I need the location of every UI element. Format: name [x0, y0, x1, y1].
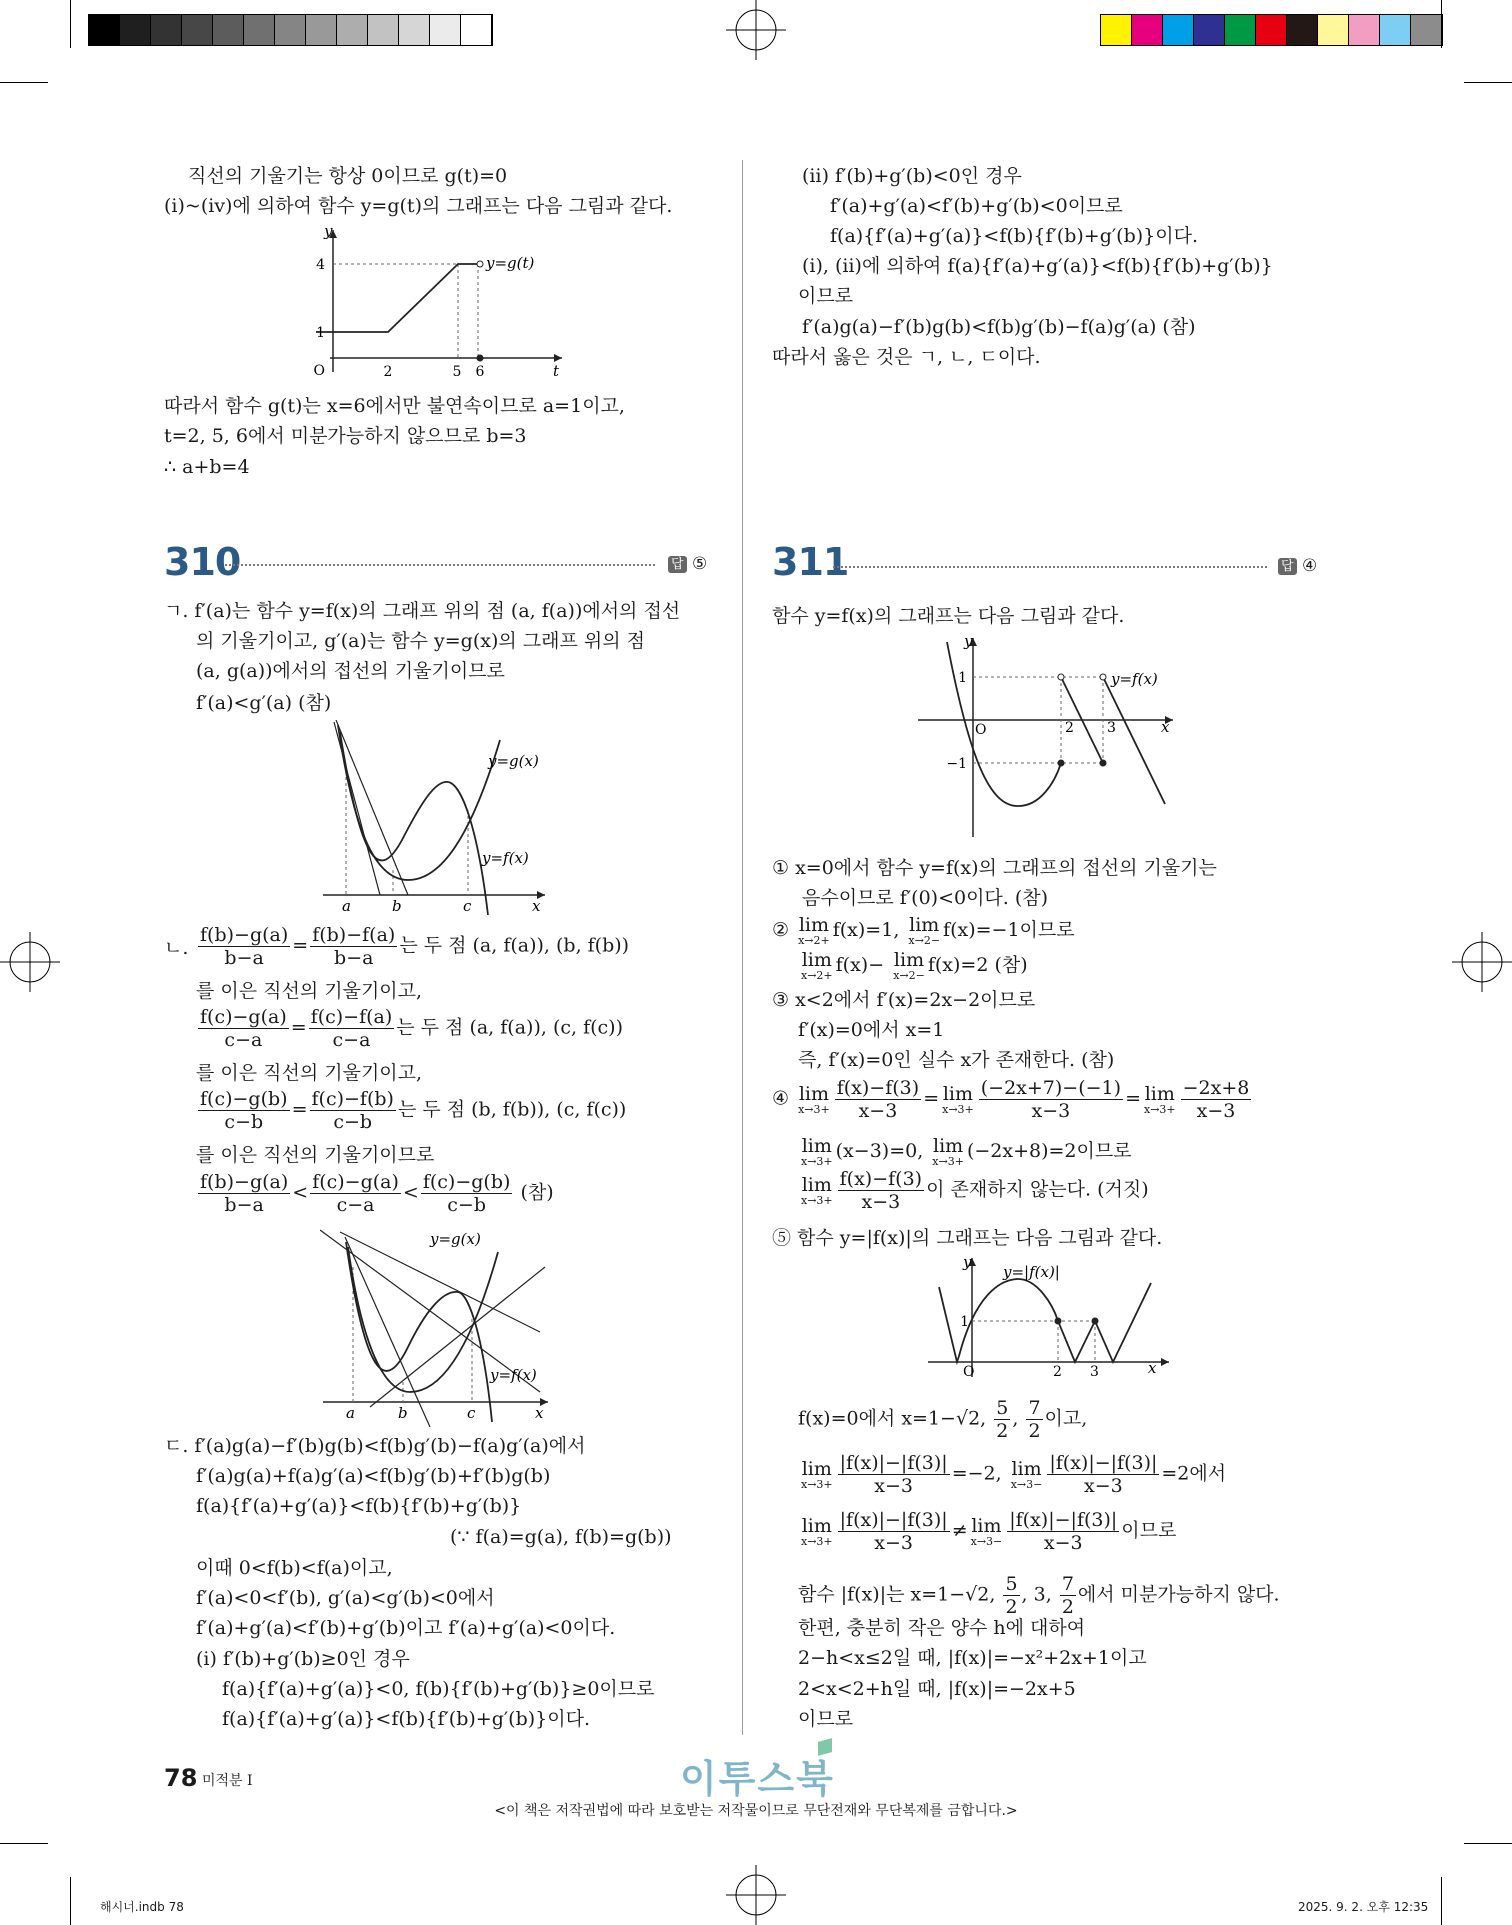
tick-label: 2 [383, 364, 393, 380]
list-marker: ㄴ. [164, 937, 189, 959]
page-number: 78 [164, 1764, 198, 1792]
equals: = [290, 1016, 307, 1039]
lim-label: lim [942, 1082, 974, 1105]
text-line: f′(x)=0에서 x=1 [798, 1019, 945, 1041]
lim-label: lim [933, 1135, 964, 1157]
color-swatch [1411, 15, 1442, 45]
numerator: |f(x)|−|f(3)| [1009, 1509, 1118, 1531]
lim-label: lim [798, 914, 829, 936]
lim-subscript: x→3+ [942, 1102, 974, 1116]
text: =−2, [951, 1462, 1002, 1485]
axis-label: x [532, 897, 541, 915]
lim-subscript: x→3− [970, 1534, 1003, 1548]
axis-label: y [964, 632, 973, 650]
color-swatch [1349, 15, 1380, 45]
color-swatch [306, 15, 337, 45]
fraction-row [196, 1088, 626, 1133]
text: 이므로 [1121, 1519, 1177, 1542]
text: 이고, [1044, 1407, 1088, 1430]
color-swatch [1194, 15, 1225, 45]
numerator: −2x+8 [1182, 1077, 1250, 1099]
denominator: x−3 [874, 1532, 914, 1554]
color-swatch [244, 15, 275, 45]
numerator: |f(x)|−|f(3)| [839, 1509, 948, 1531]
lim-subscript: x→3+ [932, 1155, 964, 1168]
tick-label: 6 [475, 364, 485, 380]
numerator: f(x)−f(3) [836, 1077, 920, 1099]
numerator: f(b)−g(a) [200, 924, 289, 946]
color-swatch [337, 15, 368, 45]
fraction-row: 함수 |f(x)|는 x=1−√2, $\frac{5}{2}$ , 3, $\frac{7}{2}$ 에서 미분가능하지 않다. [798, 1573, 1280, 1618]
curve-label: y=g(x) [488, 752, 539, 770]
lim-label: lim [1144, 1082, 1175, 1105]
origin-label: O [313, 363, 325, 379]
color-swatch [430, 15, 461, 45]
text-line: ③ x<2에서 f′(x)=2x−2이므로 [772, 989, 1036, 1011]
color-swatch [1318, 15, 1349, 45]
crop-mark [70, 1877, 71, 1925]
crop-mark [1464, 1843, 1512, 1844]
lim-subscript: x→2+ [798, 934, 830, 947]
text-line: f′(a)g(a)−f′(b)g(b)<f(b)g′(b)−f(a)g′(a) (참) [802, 316, 1196, 338]
text-line: (ⅰ), (ⅱ)에 의하여 f(a){f′(a)+g′(a)}<f(b){f′(b)+g′(b)} [802, 255, 1273, 277]
text-line: 2<x<2+h일 때, |f(x)|=−2x+5 [798, 1678, 1076, 1700]
curve-label: y=f(x) [490, 1366, 537, 1384]
print-date: 2025. 9. 2. 오후 12:35 [1298, 1900, 1429, 1914]
fraction-row [196, 924, 629, 969]
lim-subscript: x→3− [1010, 1477, 1043, 1491]
color-swatch [1132, 15, 1163, 45]
text-line: 함수 y=f(x)의 그래프는 다음 그림과 같다. [772, 605, 1125, 627]
lim-subscript: x→3+ [801, 1534, 833, 1548]
axis-label: x [1148, 1359, 1157, 1377]
tick-label: a [346, 1404, 355, 1422]
tick-label: −1 [946, 756, 967, 772]
axis-label: y [963, 1255, 972, 1271]
numerator: f(b)−f(a) [312, 924, 396, 946]
text-line: 의 기울기이고, g′(a)는 함수 y=g(x)의 그래프 위의 점 [196, 630, 645, 652]
fraction-row [196, 1006, 623, 1051]
denominator: x−3 [861, 1191, 901, 1213]
text-line: 따라서 옳은 것은 ㄱ, ㄴ, ㄷ이다. [772, 346, 1041, 368]
lim-label: lim [801, 1135, 832, 1157]
text-line: f′(a)g(a)+f(a)g′(a)<f(b)g′(b)+f′(b)g(b) [196, 1465, 551, 1487]
equals: = [1125, 1087, 1141, 1110]
denominator: c−b [447, 1194, 486, 1216]
limit-row [798, 1168, 1149, 1213]
tick-label: 2 [1053, 1364, 1062, 1380]
text-line: 이때 0<f(b)<f(a)이고, [196, 1557, 393, 1579]
text-line: 직선의 기울기는 항상 0이므로 g(t)=0 [188, 165, 508, 187]
text-line: f′(a)+g′(a)<f′(b)+g′(b)<0이므로 [830, 195, 1123, 217]
denominator: c−a [332, 1029, 371, 1051]
registration-mark-top [726, 0, 786, 60]
cmyk-color-bar [1100, 14, 1443, 46]
text: =2에서 [1161, 1462, 1227, 1485]
color-swatch [1380, 15, 1411, 45]
denominator: c−a [336, 1194, 375, 1216]
numerator: 5 [1005, 1573, 1018, 1595]
registration-mark-bottom [726, 1865, 786, 1925]
lim-label: lim [801, 949, 832, 971]
text-line: 즉, f′(x)=0인 실수 x가 존재한다. (참) [798, 1049, 1115, 1071]
curve-label: y=f(x) [1111, 670, 1158, 688]
text-line: 이므로 [798, 285, 854, 307]
circled-number: ④ [772, 1087, 790, 1110]
text: f(x)=0에서 x=1−√2, [798, 1407, 987, 1430]
denominator: b−a [224, 947, 264, 969]
answer-badge: 답 [1278, 558, 1297, 575]
crop-mark [1441, 1877, 1442, 1925]
text: (x−3)=0, [835, 1140, 924, 1162]
text-line: f′(a)+g′(a)<f′(b)+g′(b)이고 f′(a)+g′(a)<0이다. [196, 1617, 616, 1639]
lim-subscript: x→2+ [801, 969, 833, 982]
lim-label: lim [801, 1173, 832, 1196]
color-swatch [461, 15, 492, 45]
color-swatch [1287, 15, 1318, 45]
numerator: f(c)−g(b) [422, 1171, 511, 1193]
text-line: 를 이은 직선의 기울기이고, [196, 980, 423, 1002]
color-swatch [1225, 15, 1256, 45]
lim-label: lim [1011, 1457, 1042, 1480]
lim-subscript: x→2− [908, 934, 941, 947]
color-swatch [151, 15, 182, 45]
limit-row [798, 950, 1028, 982]
text: 3, [1033, 1583, 1052, 1606]
denominator: 2 [1005, 1596, 1018, 1618]
text-line: (ⅰ)~(ⅳ)에 의하여 함수 y=g(t)의 그래프는 다음 그림과 같다. [164, 195, 673, 217]
answer-badge: 답 [668, 556, 687, 573]
lim-subscript: x→3+ [801, 1193, 833, 1207]
text: (참) [520, 1181, 554, 1204]
text-line: 음수이므로 f′(0)<0이다. (참) [802, 887, 1049, 909]
color-swatch [89, 15, 120, 45]
numerator: |f(x)|−|f(3)| [839, 1452, 948, 1474]
text-line: f(a){f′(a)+g′(a)}<0, f(b){f′(b)+g′(b)}≥0이므로 [222, 1678, 655, 1700]
tick-label: 3 [1090, 1364, 1099, 1380]
lim-label: lim [893, 949, 925, 971]
denominator: c−b [224, 1111, 264, 1133]
publisher-logo: 이투스북 [680, 1757, 835, 1801]
numerator: (−2x+7)−(−1) [980, 1077, 1122, 1099]
denominator: x−3 [1196, 1100, 1236, 1122]
registration-mark-left [0, 932, 60, 992]
tick-label: c [467, 1404, 476, 1422]
color-swatch [120, 15, 151, 45]
text: f(x)=1, [832, 919, 900, 941]
graph-f-g-tangents [320, 720, 550, 915]
lim-label: lim [909, 914, 940, 936]
tick-label: 5 [452, 364, 462, 380]
copyright-notice: <이 책은 저작권법에 따라 보호받는 저작물이므로 무단전재와 무단복제를 금합니다.> [494, 1803, 1018, 1819]
file-name: 해시너.indb 78 [100, 1900, 184, 1914]
numerator: f(c)−f(a) [310, 1006, 393, 1028]
text-line: (ⅱ) f′(b)+g′(b)<0인 경우 [802, 165, 1022, 187]
denominator: c−b [333, 1111, 373, 1133]
problem-number: 311 [772, 540, 849, 584]
text-line: (∵ f(a)=g(a), f(b)=g(b)) [450, 1526, 672, 1548]
denominator: c−a [224, 1029, 263, 1051]
denominator: x−3 [1043, 1532, 1083, 1554]
text-line: ㄱ. f′(a)는 함수 y=f(x)의 그래프 위의 점 (a, f(a))에서의 접선 [164, 600, 681, 622]
less-than: < [402, 1181, 419, 1204]
crop-mark [0, 1843, 48, 1844]
crop-mark [70, 0, 71, 48]
equals: = [291, 1098, 308, 1121]
less-than: < [292, 1181, 309, 1204]
equals: = [923, 1087, 940, 1110]
curve-label: y=g(x) [430, 1230, 481, 1248]
text-line: (a, g(a))에서의 접선의 기울기이므로 [196, 660, 505, 682]
tick-label: 1 [960, 1314, 969, 1330]
tick-label: 3 [1107, 720, 1116, 736]
text-line: 따라서 함수 g(t)는 x=6에서만 불연속이므로 a=1이고, [164, 395, 625, 417]
curve-label: y=f(x) [482, 849, 529, 867]
text-line: f(a){f′(a)+g′(a)}<f(b){f′(b)+g′(b)}이다. [830, 225, 1198, 247]
text-line: ㄷ. f′(a)g(a)−f′(b)g(b)<f(b)g′(b)−f(a)g′(a)에서 [164, 1435, 586, 1457]
text-line: 를 이은 직선의 기울기이므로 [196, 1144, 435, 1166]
denominator: 2 [1061, 1596, 1074, 1618]
origin-label: O [975, 722, 987, 738]
text-line: ∴ a+b=4 [164, 456, 250, 478]
lim-label: lim [798, 1082, 829, 1105]
dotted-leader [833, 566, 1267, 568]
denominator: x−3 [858, 1100, 898, 1122]
denominator: x−3 [1084, 1475, 1123, 1497]
curve-label: y=|f(x)| [1003, 1263, 1060, 1281]
numerator: f(c)−g(a) [200, 1006, 287, 1028]
lim-label: lim [971, 1514, 1002, 1537]
problem-number: 310 [164, 540, 241, 584]
origin-label: O [963, 1364, 975, 1380]
limit-row [798, 1509, 1176, 1554]
color-swatch [213, 15, 244, 45]
answer-box [1278, 556, 1317, 576]
numerator: f(c)−g(a) [312, 1171, 399, 1193]
lim-subscript: x→3+ [798, 1102, 830, 1116]
text: f(x)− [835, 954, 885, 976]
denominator: x−3 [874, 1475, 914, 1497]
color-swatch [1101, 15, 1132, 45]
text-line: 이므로 [798, 1708, 854, 1730]
denominator: b−a [224, 1194, 264, 1216]
text: 는 두 점 (b, f(b)), (c, f(c)) [397, 1098, 627, 1121]
tick-label: 1 [316, 325, 325, 341]
denominator: 2 [1028, 1420, 1041, 1442]
gray-color-bar [88, 14, 493, 46]
numerator: f(c)−g(b) [200, 1088, 288, 1110]
lim-subscript: x→3+ [801, 1155, 833, 1168]
text-line: ① x=0에서 함수 y=f(x)의 그래프의 접선의 기울기는 [772, 857, 1217, 879]
text: 함수 |f(x)|는 x=1−√2, [798, 1583, 996, 1606]
answer-value: ⑤ [691, 554, 708, 574]
answer-value: ④ [1301, 556, 1318, 576]
lim-label: lim [801, 1514, 832, 1537]
tick-label: b [398, 1404, 408, 1422]
limit-row [772, 915, 1075, 947]
color-swatch [275, 15, 306, 45]
axis-label: t [553, 362, 560, 380]
crop-mark [1464, 82, 1512, 83]
graph-abs-f-x [925, 1255, 1173, 1380]
text: (−2x+8)=2이므로 [966, 1140, 1132, 1162]
text-line: ⑤ 함수 y=|f(x)|의 그래프는 다음 그림과 같다. [772, 1227, 1163, 1249]
curve-label: y=g(t) [486, 254, 535, 272]
numerator: f(b)−g(a) [200, 1171, 289, 1193]
numerator: 7 [1028, 1397, 1041, 1419]
color-swatch [182, 15, 213, 45]
limit-row [798, 1452, 1226, 1497]
denominator: x−3 [1031, 1100, 1071, 1122]
tick-label: c [463, 897, 472, 915]
subject-label: 미적분 Ⅰ [202, 1773, 253, 1789]
lim-subscript: x→3+ [801, 1477, 833, 1491]
lim-subscript: x→3+ [1143, 1102, 1176, 1116]
tick-label: 1 [958, 670, 967, 686]
numerator: 5 [996, 1397, 1009, 1419]
registration-mark-right [1452, 932, 1512, 992]
text: 이 존재하지 않는다. (거짓) [926, 1178, 1149, 1201]
text-line: f(a){f′(a)+g′(a)}<f(b){f′(b)+g′(b)} [196, 1495, 522, 1517]
color-swatch [1163, 15, 1194, 45]
limit-row [798, 1136, 1132, 1168]
circled-number: ② [772, 919, 790, 941]
text-line: t=2, 5, 6에서 미분가능하지 않으므로 b=3 [164, 425, 527, 447]
tick-label: b [392, 897, 402, 915]
dotted-leader [225, 564, 655, 566]
denominator: b−a [334, 947, 374, 969]
text: 에서 미분가능하지 않다. [1077, 1583, 1280, 1606]
numerator: |f(x)|−|f(3)| [1049, 1452, 1158, 1474]
text-line: 2−h<x≤2일 때, |f(x)|=−x²+2x+1이고 [798, 1647, 1147, 1669]
text-line: (ⅰ) f′(b)+g′(b)≥0인 경우 [196, 1648, 410, 1670]
lim-subscript: x→2− [893, 969, 925, 982]
lim-label: lim [801, 1457, 832, 1480]
denominator: 2 [996, 1420, 1009, 1442]
axis-label: x [1161, 718, 1170, 736]
answer-box [668, 554, 707, 574]
crop-mark [0, 82, 48, 83]
axis-label: y [324, 222, 333, 240]
graph-g-t [300, 222, 570, 382]
text: f(x)=−1이므로 [943, 919, 1075, 941]
text: 는 두 점 (a, f(a)), (c, f(c)) [396, 1016, 623, 1039]
text-line: 한편, 충분히 작은 양수 h에 대하여 [798, 1617, 1086, 1639]
tick-label: 4 [316, 257, 325, 273]
text-line: f′(a)<0<f′(b), g′(a)<g′(b)<0에서 [196, 1587, 495, 1609]
equals: = [292, 934, 309, 957]
graph-f-g-secants [320, 1222, 552, 1427]
not-equal: ≠ [951, 1519, 968, 1542]
text: f(x)=2 (참) [927, 954, 1028, 976]
color-swatch [368, 15, 399, 45]
numerator: f(x)−f(3) [839, 1168, 923, 1190]
numerator: 7 [1061, 1573, 1074, 1595]
tick-label: a [342, 897, 351, 915]
text-line: f′(a)<g′(a) (참) [196, 692, 332, 714]
text-line: f(a){f′(a)+g′(a)}<f(b){f′(b)+g′(b)}이다. [222, 1708, 590, 1730]
graph-f-x [915, 632, 1177, 840]
numerator: f(c)−f(b) [311, 1088, 394, 1110]
column-divider [742, 160, 743, 1735]
fraction-row [196, 1171, 554, 1216]
text-line: 를 이은 직선의 기울기이고, [196, 1062, 423, 1084]
axis-label: x [535, 1404, 544, 1422]
limit-row [772, 1077, 1253, 1122]
text: 는 두 점 (a, f(a)), (b, f(b)) [399, 934, 630, 957]
fraction-row: f(x)=0에서 x=1−√2, $\frac{5}{2}$ , $\frac{7}{2}$ 이고, [798, 1397, 1088, 1442]
color-swatch [1256, 15, 1287, 45]
tick-label: 2 [1065, 720, 1074, 736]
color-swatch [399, 15, 430, 45]
